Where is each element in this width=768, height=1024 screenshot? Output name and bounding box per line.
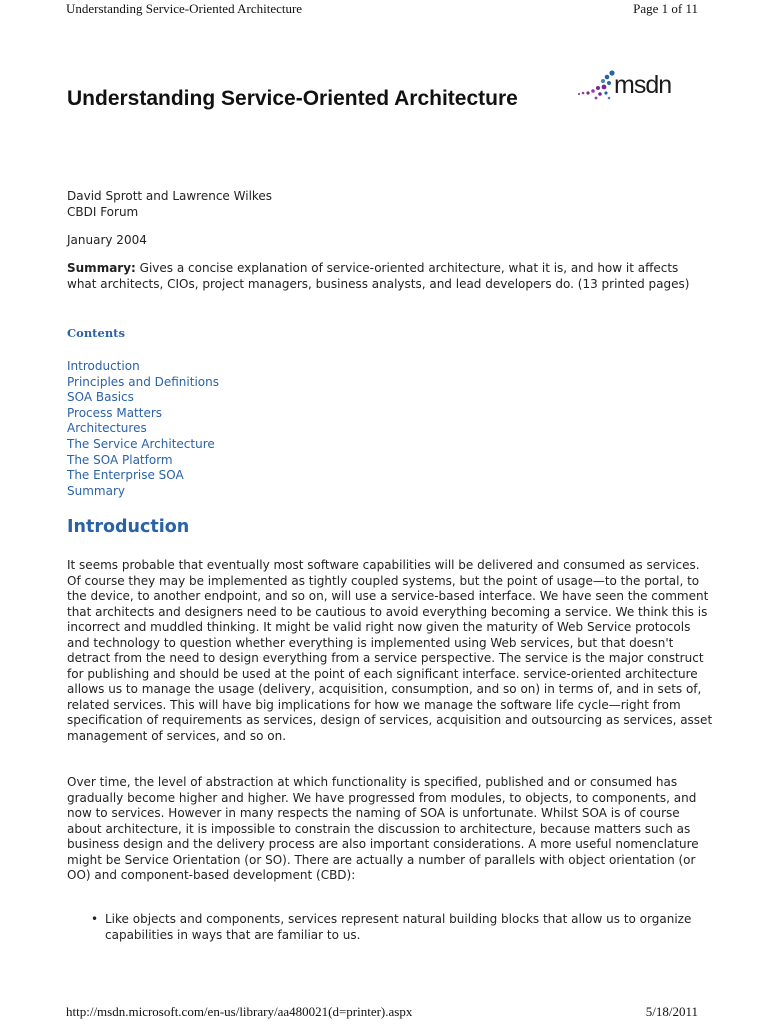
summary xyxy=(67,261,707,292)
toc-link-process-matters[interactable]: Process Matters xyxy=(67,405,163,420)
msdn-butterfly-icon xyxy=(576,68,616,106)
summary-label: Summary: xyxy=(67,261,136,275)
toc-link-enterprise-soa[interactable]: The Enterprise SOA xyxy=(67,468,184,483)
msdn-logo-text: msdn xyxy=(614,71,672,99)
footer-date: 5/18/2011 xyxy=(645,1004,698,1019)
header-doc-title: Understanding Service-Oriented Architecture xyxy=(66,1,303,16)
page-title: Understanding Service-Oriented Architecture xyxy=(67,87,518,110)
section-heading-introduction: Introduction xyxy=(67,517,190,537)
toc-link-architectures[interactable]: Architectures xyxy=(67,421,147,436)
toc-link-service-architecture[interactable]: The Service Architecture xyxy=(67,436,215,451)
toc-link-soa-basics[interactable]: SOA Basics xyxy=(67,390,134,405)
table-of-contents xyxy=(67,359,219,499)
toc-link-soa-platform[interactable]: The SOA Platform xyxy=(67,452,173,467)
list-item xyxy=(91,912,725,943)
intro-paragraph-1: It seems probable that eventually most software capabilities will be delivered and consumed as services. Of course they may be implemented as tightly coupled systems, but the point of usage—to the portal, to the device, to another endpoint, and so on, will use a service-based interface. We have seen the comment that architects and designers need to be cautious to avoid everything becoming a service. We think this is incorrect and muddled thinking. It might be valid right now given the maturity of Web Service protocols and technology to question whether everything is implemented using Web services, but that doesn't detract from the need to design everything from a service perspective. The service is the major construct for publishing and should be used at the point of each significant interface. service-oriented architecture allows us to manage the usage (delivery, acquisition, consumption, and so on) in terms of, and in sets of, related services. This will have big implications for how we manage the software life cycle—right from specification of requirements as services, design of services, acquisition and outsourcing as services, asset management of services, and so on. xyxy=(67,558,713,743)
publish-date: January 2004 xyxy=(67,233,147,247)
msdn-logo xyxy=(576,68,694,106)
bullet-icon: • xyxy=(91,912,99,926)
authors: David Sprott and Lawrence Wilkes xyxy=(67,189,273,203)
list-item-text: Like objects and components, services represent natural building blocks that allow us to organize capabilities in ways that are familiar to us. xyxy=(105,912,692,942)
contents-heading: Contents xyxy=(67,326,125,340)
toc-link-principles[interactable]: Principles and Definitions xyxy=(67,374,219,389)
toc-link-summary[interactable]: Summary xyxy=(67,483,125,498)
authors-block xyxy=(67,189,272,220)
intro-paragraph-2: Over time, the level of abstraction at which functionality is specified, published and or consumed has gradually become higher and higher. We have progressed from modules, to objects, to components, and now to services. However in many respects the naming of SOA is unfortunate. Whilst SOA is of course about architecture, it is impossible to constrain the discussion to architecture, because matters such as business design and the delivery process are also important considerations. A more useful nomenclature might be Service Orientation (or SO). There are actually a number of parallels with object orientation (or OO) and component-based development (CBD): xyxy=(67,775,699,882)
header-page-info: Page 1 of 11 xyxy=(633,1,698,16)
organization: CBDI Forum xyxy=(67,204,139,219)
summary-text: Gives a concise explanation of service-oriented architecture, what it is, and how it affects what architects, CIOs, project managers, business analysts, and lead developers do. (13 printed pages) xyxy=(67,261,690,291)
toc-link-introduction[interactable]: Introduction xyxy=(67,359,140,373)
footer-url: http://msdn.microsoft.com/en-us/library/aa480021(d=printer).aspx xyxy=(66,1004,413,1019)
